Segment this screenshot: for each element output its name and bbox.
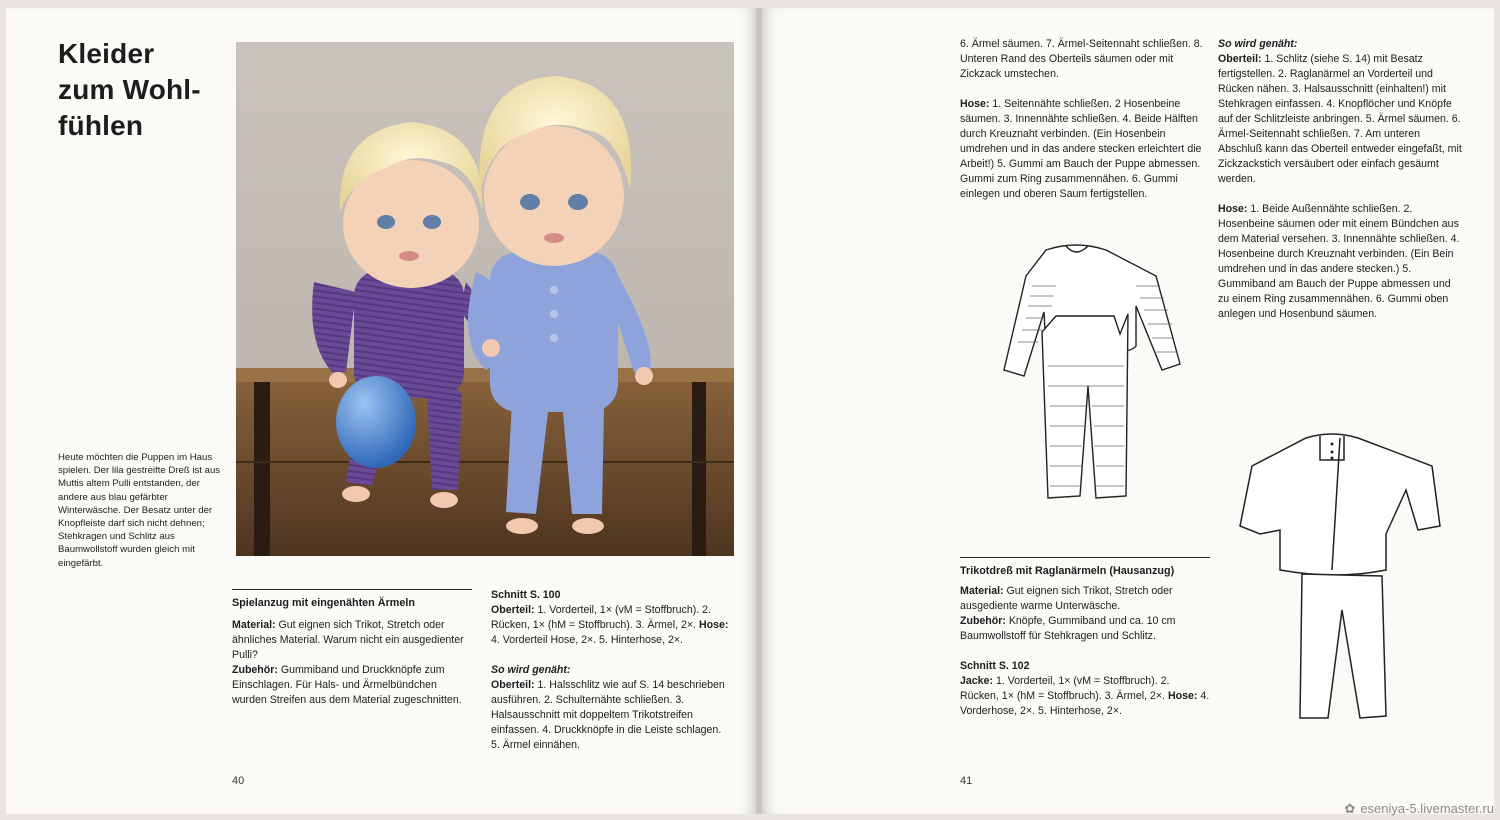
zubehoer-label: Zubehör: (960, 615, 1006, 627)
left-column-2 (491, 588, 731, 753)
pajama-drawing (996, 236, 1186, 526)
hose-label: Hose: (960, 98, 990, 110)
so-wird-text: 1. Halsschlitz wie auf S. 14 beschrieben ausführen. 2. Schulternähte schließen. 3. Halsausschnitt mit doppeltem Trikotstreifen einfassen. 4. Druckknöpfe in die Leiste schlagen. 5. Ärmel einnähen. (491, 679, 725, 751)
oberteil-paragraph (1218, 52, 1462, 187)
schnitt-paragraph (491, 603, 731, 648)
schnitt-text: 4. Vorderteil Hose, 2×. 5. Hinterhose, 2×. (491, 634, 683, 646)
title-line: fühlen (58, 110, 144, 141)
watermark-text: eseniya-5.livemaster.ru (1360, 801, 1494, 816)
oberteil-text: 1. Schlitz (siehe S. 14) mit Besatz fertigstellen. 2. Raglanärmel an Vorderteil und Rücken nähen. 3. Halsausschnitt (einhalten!) mit Stehkragen einfassen. 4. Knopflöcher und Knöpfe auf der Schlitzleiste anbringen. 5. Ärmel säumen. 6. Ärmel-Seitennaht schließen. 7. Am unteren Abschluß kann das Oberteil entweder eingefaßt, mit Zickzackstich versäubert oder einfach gesäumt werden. (1218, 53, 1462, 185)
so-wird-paragraph (491, 678, 731, 753)
material-text: Gut eignen sich Trikot, Stretch oder ähnliches Material. Warum nicht ein ausgedienter Pulli? (232, 619, 464, 661)
page-number: 41 (960, 775, 973, 787)
oberteil-label: Oberteil: (1218, 53, 1262, 65)
material-paragraph (960, 584, 1210, 614)
zubehoer-text: Knöpfe, Gummiband und ca. 10 cm Baumwollstoff für Stehkragen und Schlitz. (960, 615, 1176, 642)
jacke-label: Jacke: (960, 675, 993, 687)
raglan-drawing (1236, 430, 1446, 735)
hose-paragraph (1218, 202, 1462, 322)
pajama-sketch (996, 236, 1186, 531)
schnitt-text: 4. Vorderhose, 2×. 5. Hinterhose, 2×. (960, 690, 1210, 717)
hose-label: Hose: (1167, 690, 1198, 702)
material-label: Material: (960, 585, 1004, 597)
oberteil-label: Oberteil: (491, 604, 535, 616)
hose-text: 1. Beide Außennähte schließen. 2. Hosenbeine säumen oder mit einem Bündchen aus dem Material versehen. 3. Innennähte schließen. 4. Hosenbeine durch Kreuznaht verbinden. (Ein Bein umdrehen und in das andere stecken.) 5. Gummiband am Bauch der Puppe abmessen und zu einem Ring zusammennähen. 6. Gummi oben anlegen und Hosenbund säumen. (1218, 203, 1460, 320)
zubehoer-paragraph (232, 663, 472, 708)
schnitt-paragraph (960, 674, 1210, 719)
schnitt-text: 1. Vorderteil, 1× (vM = Stoffbruch). 2. Rücken, 1× (hM = Stoffbruch). 3. Ärmel, 2×. (491, 604, 712, 631)
title-line: zum Wohl- (58, 74, 201, 105)
right-column-3 (960, 557, 1210, 719)
flower-icon: ✿ (1344, 801, 1356, 816)
material-label: Material: (232, 619, 276, 631)
material-paragraph (232, 618, 472, 663)
photo-caption: Heute möchten die Puppen im Haus spielen. Der lila gestreifte Dreß ist aus Muttis altem Pulli entstanden, der andere aus blau gefärbter Winterwäsche. Der Besatz unter der Knopfleiste darf sich nicht dehnen; Stehkragen und Schlitz aus Baumwollstoff wurden gleich mit eingefärbt. (58, 452, 221, 569)
so-wird-heading: So wird genäht: (1218, 38, 1298, 50)
raglan-suit-sketch (1236, 430, 1446, 740)
material-text: Gut eignen sich Trikot, Stretch oder ausgediente warme Unterwäsche. (960, 585, 1173, 612)
schnitt-title: Schnitt S. 102 (960, 660, 1030, 672)
book-gutter (756, 8, 762, 814)
hose-text: 1. Seitennähte schließen. 2 Hosenbeine säumen. 3. Innennähte schließen. 4. Beide Hälften durch Kreuznaht verbinden. (Ein Hosenbein umdrehen und in das andere stecken erleichtert die Arbeit!) 5. Gummi am Bauch der Puppe abmessen. Gummi zum Ring zusammennähen. 6. Gummi einlegen und oberen Saum fertigstellen. (960, 98, 1202, 200)
zubehoer-text: Gummiband und Druckknöpfe zum Einschlagen. Für Hals- und Ärmelbündchen wurden Streifen aus dem Material zugeschnitten. (232, 664, 462, 706)
oberteil-label: Oberteil: (491, 679, 535, 691)
intro-paragraph: 6. Ärmel säumen. 7. Ärmel-Seitennaht schließen. 8. Unteren Rand des Oberteils säumen oder mit Zickzack umstechen. (960, 38, 1203, 80)
hose-label: Hose: (1218, 203, 1248, 215)
dolls-illustration (236, 42, 734, 556)
schnitt-title: Schnitt S. 100 (491, 589, 561, 601)
schnitt-text: 1. Vorderteil, 1× (vM = Stoffbruch). 2. Rücken, 1× (hM = Stoffbruch). 3. Ärmel, 2×. (960, 675, 1170, 702)
page-title (58, 36, 201, 144)
left-column-1 (232, 589, 472, 708)
so-wird-heading: So wird genäht: (491, 664, 571, 676)
watermark (1344, 801, 1494, 817)
section-title: Trikotdreß mit Raglanärmeln (Hausanzug) (960, 557, 1210, 578)
hose-paragraph (960, 97, 1212, 202)
zubehoer-label: Zubehör: (232, 664, 278, 676)
title-line: Kleider (58, 38, 155, 69)
right-column-1 (960, 37, 1212, 202)
page-number: 40 (232, 775, 245, 787)
right-column-2 (1218, 37, 1462, 322)
zubehoer-paragraph (960, 614, 1210, 644)
hose-label: Hose: (698, 619, 729, 631)
dolls-photo (236, 42, 734, 556)
section-title: Spielanzug mit eingenähten Ärmeln (232, 589, 472, 610)
